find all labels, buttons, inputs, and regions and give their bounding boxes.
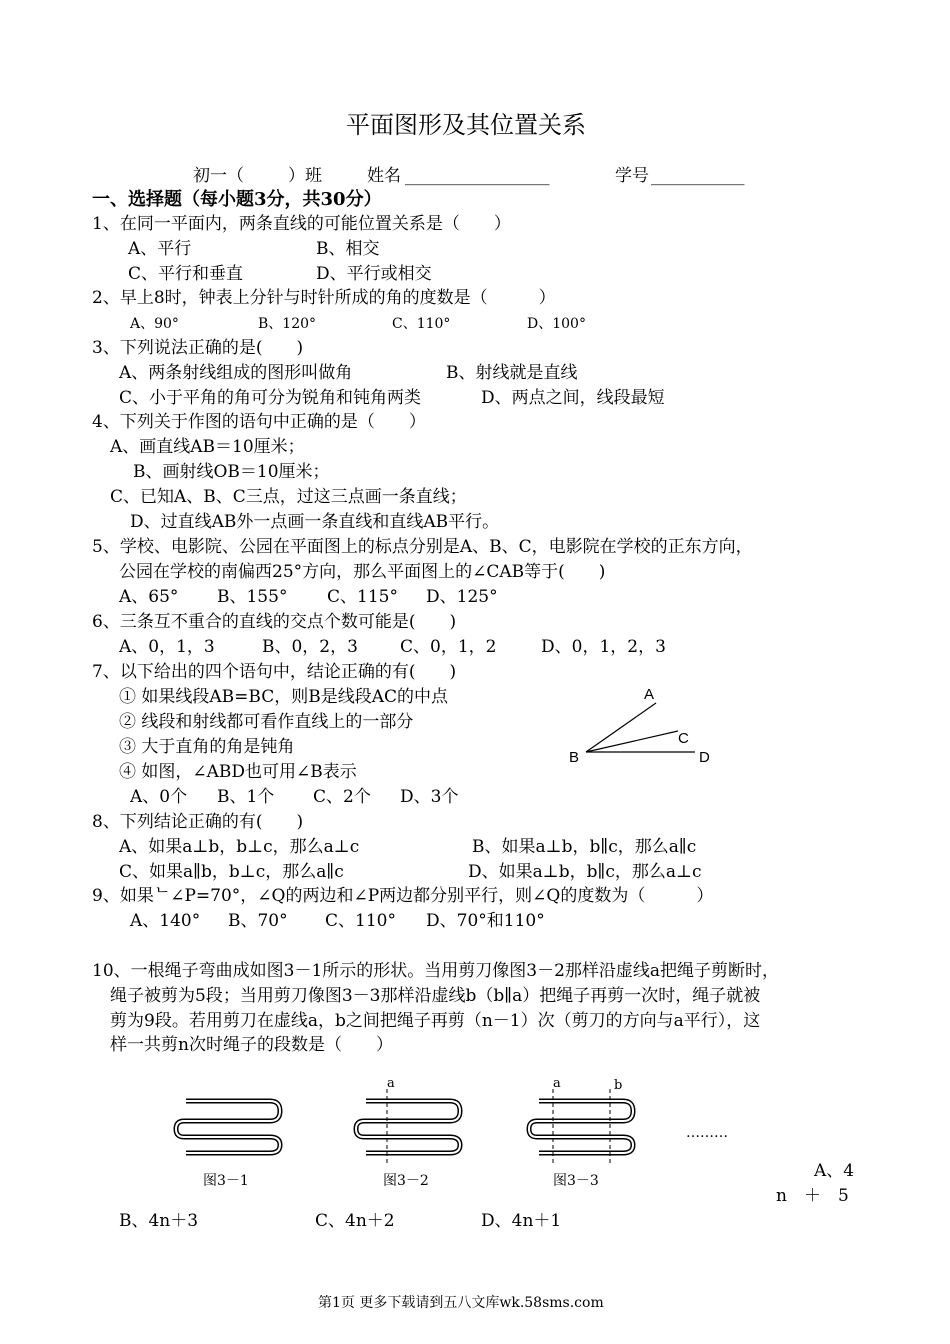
fig3-label-b: b (614, 1078, 623, 1093)
q7-option-c: C、2个 (313, 787, 371, 807)
fig2-label-a: a (387, 1076, 395, 1091)
q3-option-b: B、射线就是直线 (446, 363, 578, 383)
fig3-label-a: a (553, 1076, 561, 1091)
q9-option-b: B、70° (228, 911, 288, 931)
name-label: 姓名 (367, 166, 401, 186)
q2-option-d: D、100° (527, 316, 586, 332)
q10-stem-line1: 10、一根绳子弯曲成如图3－1所示的形状。当用剪刀像图3－2那样沿虚线a把绳子剪断时， (92, 961, 780, 981)
id-blank: ___________ (651, 166, 745, 186)
q7-option-d: D、3个 (400, 787, 459, 807)
q5-option-c: C、115° (327, 587, 398, 607)
q7-option-b: B、1个 (217, 787, 275, 807)
q8-stem: 8、下列结论正确的有( ) (92, 812, 304, 832)
class-label-prefix: 初一（ (193, 166, 244, 186)
q7-statement-2: ② 线段和射线都可看作直线上的一部分 (119, 712, 414, 732)
label-d: D (699, 749, 710, 766)
q3-option-c: C、小于平角的角可分为锐角和钝角两类 (119, 388, 422, 408)
q9-option-a: A、140° (130, 911, 201, 931)
q6-option-c: C、0，1，2 (400, 637, 497, 657)
label-b: B (569, 749, 580, 766)
q7-option-a: A、0个 (130, 787, 188, 807)
label-c: C (678, 730, 689, 747)
label-a: A (644, 686, 655, 703)
q1-option-a: A、平行 (128, 239, 192, 259)
q9-stem: 9、如果ᄂ∠P=70°，∠Q的两边和∠P两边都分别平行，则∠Q的度数为（ ） (92, 886, 714, 906)
q10-option-a-part2: n ＋ 5 (776, 1186, 849, 1206)
figure-3-2 (350, 1075, 470, 1165)
q5-option-d: D、125° (426, 587, 498, 607)
q1-option-d: D、平行或相交 (316, 264, 432, 284)
q10-stem-line3: 剪为9段。若用剪刀在虚线a，b之间把绳子再剪（n－1）次（剪刀的方向与a平行），这 (110, 1011, 761, 1031)
q2-option-c: C、110° (392, 316, 451, 332)
q5-option-a: A、65° (119, 587, 179, 607)
class-label-suffix: ）班 (288, 166, 322, 186)
q3-option-a: A、两条射线组成的图形叫做角 (119, 363, 353, 383)
q2-stem: 2、早上8时，钟表上分针与时针所成的角的度数是（ ） (92, 288, 556, 308)
q10-option-a-part1: A、4 (814, 1161, 855, 1181)
fig3-caption: 图3－3 (553, 1173, 599, 1189)
q2-option-a: A、90° (130, 316, 179, 332)
figure-3-3 (523, 1075, 643, 1165)
q6-option-a: A、0，1，3 (119, 637, 215, 657)
q10-stem-line4: 样一共剪n次时绳子的段数是（ ） (110, 1035, 393, 1055)
ray-ba (586, 703, 656, 752)
q2-option-b: B、120° (258, 316, 317, 332)
q6-option-b: B、0，2，3 (262, 637, 358, 657)
figure-3-1 (170, 1095, 290, 1165)
fig1-caption: 图3－1 (203, 1173, 249, 1189)
q3-option-d: D、两点之间，线段最短 (481, 388, 665, 408)
q5-stem-line1: 5、学校、电影院、公园在平面图上的标点分别是A、B、C，电影院在学校的正东方向， (92, 537, 753, 557)
name-blank: _________________ (405, 166, 550, 186)
q10-option-c: C、4n＋2 (315, 1211, 395, 1231)
q1-stem: 1、在同一平面内，两条直线的可能位置关系是（ ） (92, 214, 511, 234)
q8-option-b: B、如果a⊥b，b∥c，那么a∥c (472, 837, 697, 857)
q1-option-b: B、相交 (316, 239, 380, 259)
fig2-caption: 图3－2 (383, 1173, 429, 1189)
q9-option-d: D、70°和110° (426, 911, 545, 931)
id-label: 学号 (615, 166, 649, 186)
q1-option-c: C、平行和垂直 (128, 264, 244, 284)
q4-option-d: D、过直线AB外一点画一条直线和直线AB平行。 (130, 512, 500, 532)
q6-stem: 6、三条互不重合的直线的交点个数可能是( ) (92, 612, 457, 632)
q7-statement-1: ① 如果线段AB=BC，则B是线段AC的中点 (119, 687, 449, 707)
q6-option-d: D、0，1，2，3 (541, 637, 666, 657)
q10-option-d: D、4n＋1 (481, 1211, 562, 1231)
q5-option-b: B、155° (217, 587, 288, 607)
q7-angle-figure (565, 680, 725, 770)
q8-option-d: D、如果a⊥b，b∥c，那么a⊥c (468, 862, 702, 882)
q4-option-a: A、画直线AB＝10厘米； (110, 437, 305, 457)
q7-stem: 7、以下给出的四个语句中，结论正确的有( ) (92, 662, 457, 682)
q8-option-a: A、如果a⊥b，b⊥c，那么a⊥c (119, 837, 360, 857)
q9-option-c: C、110° (325, 911, 396, 931)
q8-option-c: C、如果a∥b，b⊥c，那么a∥c (119, 862, 344, 882)
q4-option-b: B、画射线OB＝10厘米； (133, 462, 330, 482)
q7-statement-3: ③ 大于直角的角是钝角 (119, 737, 295, 757)
q10-stem-line2: 绳子被剪为5段；当用剪刀像图3－3那样沿虚线b（b∥a）把绳子再剪一次时，绳子就被 (110, 986, 761, 1006)
page-footer: 第1页 更多下载请到五八文库wk.58sms.com (318, 1295, 604, 1311)
q4-option-c: C、已知A、B、C三点，过这三点画一条直线； (110, 487, 467, 507)
q5-stem-line2: 公园在学校的南偏西25°方向，那么平面图上的∠CAB等于( ) (119, 562, 606, 582)
figure-continuation-dots: ……… (686, 1125, 728, 1141)
page-title: 平面图形及其位置关系 (346, 111, 586, 139)
section-title: 一、选择题（每小题3分，共30分） (92, 189, 382, 210)
q10-option-b: B、4n＋3 (119, 1211, 199, 1231)
q3-stem: 3、下列说法正确的是( ) (92, 338, 304, 358)
ray-bc (586, 731, 678, 752)
q4-stem: 4、下列关于作图的语句中正确的是（ ） (92, 412, 426, 432)
q7-statement-4: ④ 如图，∠ABD也可用∠B表示 (119, 762, 357, 782)
